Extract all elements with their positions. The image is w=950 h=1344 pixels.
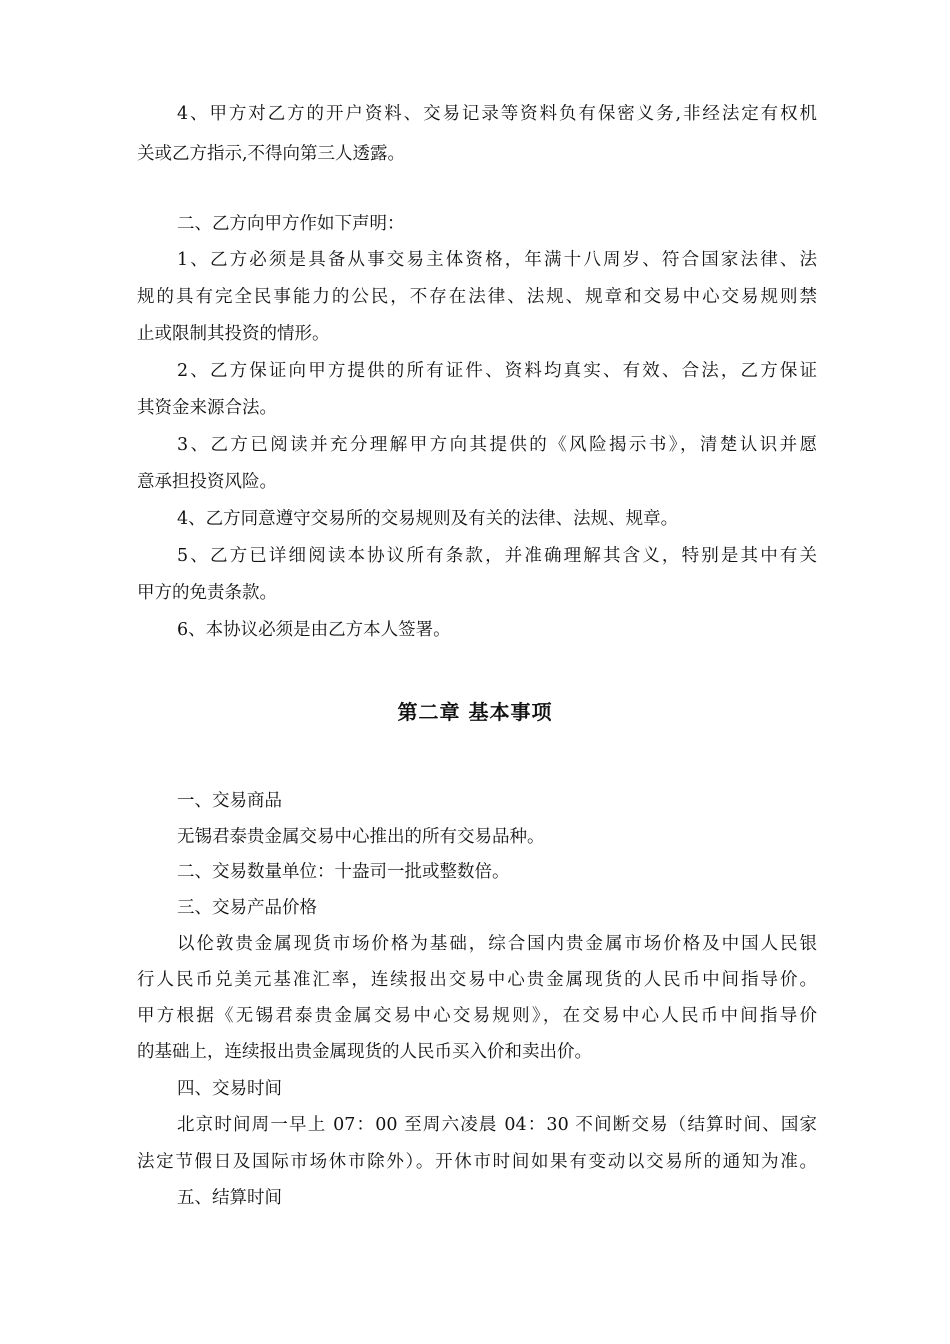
clause-2-6: 6、本协议必须是由乙方本人签署。 bbox=[177, 620, 451, 640]
clause-2-3-line-2: 意承担投资风险。 bbox=[137, 472, 277, 492]
subsection-5-heading: 五、结算时间 bbox=[177, 1188, 282, 1208]
clause-2-3-line-1: 3、乙方已阅读并充分理解甲方向其提供的《风险揭示书》，清楚认识并愿 bbox=[177, 435, 817, 455]
clause-2-1-line-3: 止或限制其投资的情形。 bbox=[137, 324, 330, 344]
section-2-heading: 二、乙方向甲方作如下声明： bbox=[177, 214, 405, 234]
subsection-3-line-4: 的基础上，连续报出贵金属现货的人民币买入价和卖出价。 bbox=[137, 1042, 592, 1062]
clause-2-5-line-2: 甲方的免责条款。 bbox=[137, 583, 277, 603]
clause-2-4: 4、乙方同意遵守交易所的交易规则及有关的法律、法规、规章。 bbox=[177, 509, 679, 529]
subsection-3-heading: 三、交易产品价格 bbox=[177, 898, 317, 918]
clause-2-1-line-1: 1、乙方必须是具备从事交易主体资格，年满十八周岁、符合国家法律、法 bbox=[177, 250, 817, 270]
subsection-1-text: 无锡君泰贵金属交易中心推出的所有交易品种。 bbox=[177, 827, 545, 847]
clause-2-5-line-1: 5、乙方已详细阅读本协议所有条款，并准确理解其含义，特别是其中有关 bbox=[177, 546, 817, 566]
subsection-4-line-2: 法定节假日及国际市场休市除外）。开休市时间如果有变动以交易所的通知为准。 bbox=[137, 1152, 817, 1172]
clause-1-4-line-1: 4、甲方对乙方的开户资料、交易记录等资料负有保密义务,非经法定有权机 bbox=[177, 104, 817, 124]
chapter-title: 第二章 基本事项 bbox=[397, 700, 553, 724]
subsection-4-line-1: 北京时间周一早上 07：00 至周六凌晨 04：30 不间断交易（结算时间、国家 bbox=[177, 1115, 817, 1135]
subsection-3-line-1: 以伦敦贵金属现货市场价格为基础，综合国内贵金属市场价格及中国人民银 bbox=[177, 934, 817, 954]
subsection-1-heading: 一、交易商品 bbox=[177, 791, 282, 811]
clause-1-4-line-2: 关或乙方指示,不得向第三人透露。 bbox=[137, 144, 406, 164]
clause-2-2-line-1: 2、乙方保证向甲方提供的所有证件、资料均真实、有效、合法，乙方保证 bbox=[177, 361, 817, 381]
subsection-4-heading: 四、交易时间 bbox=[177, 1079, 282, 1099]
subsection-3-line-3: 甲方根据《无锡君泰贵金属交易中心交易规则》，在交易中心人民币中间指导价 bbox=[137, 1006, 817, 1026]
subsection-2-heading: 二、交易数量单位：十盎司一批或整数倍。 bbox=[177, 862, 510, 882]
clause-2-2-line-2: 其资金来源合法。 bbox=[137, 398, 277, 418]
clause-2-1-line-2: 规的具有完全民事能力的公民，不存在法律、法规、规章和交易中心交易规则禁 bbox=[137, 287, 817, 307]
subsection-3-line-2: 行人民币兑美元基准汇率，连续报出交易中心贵金属现货的人民币中间指导价。 bbox=[137, 970, 817, 990]
